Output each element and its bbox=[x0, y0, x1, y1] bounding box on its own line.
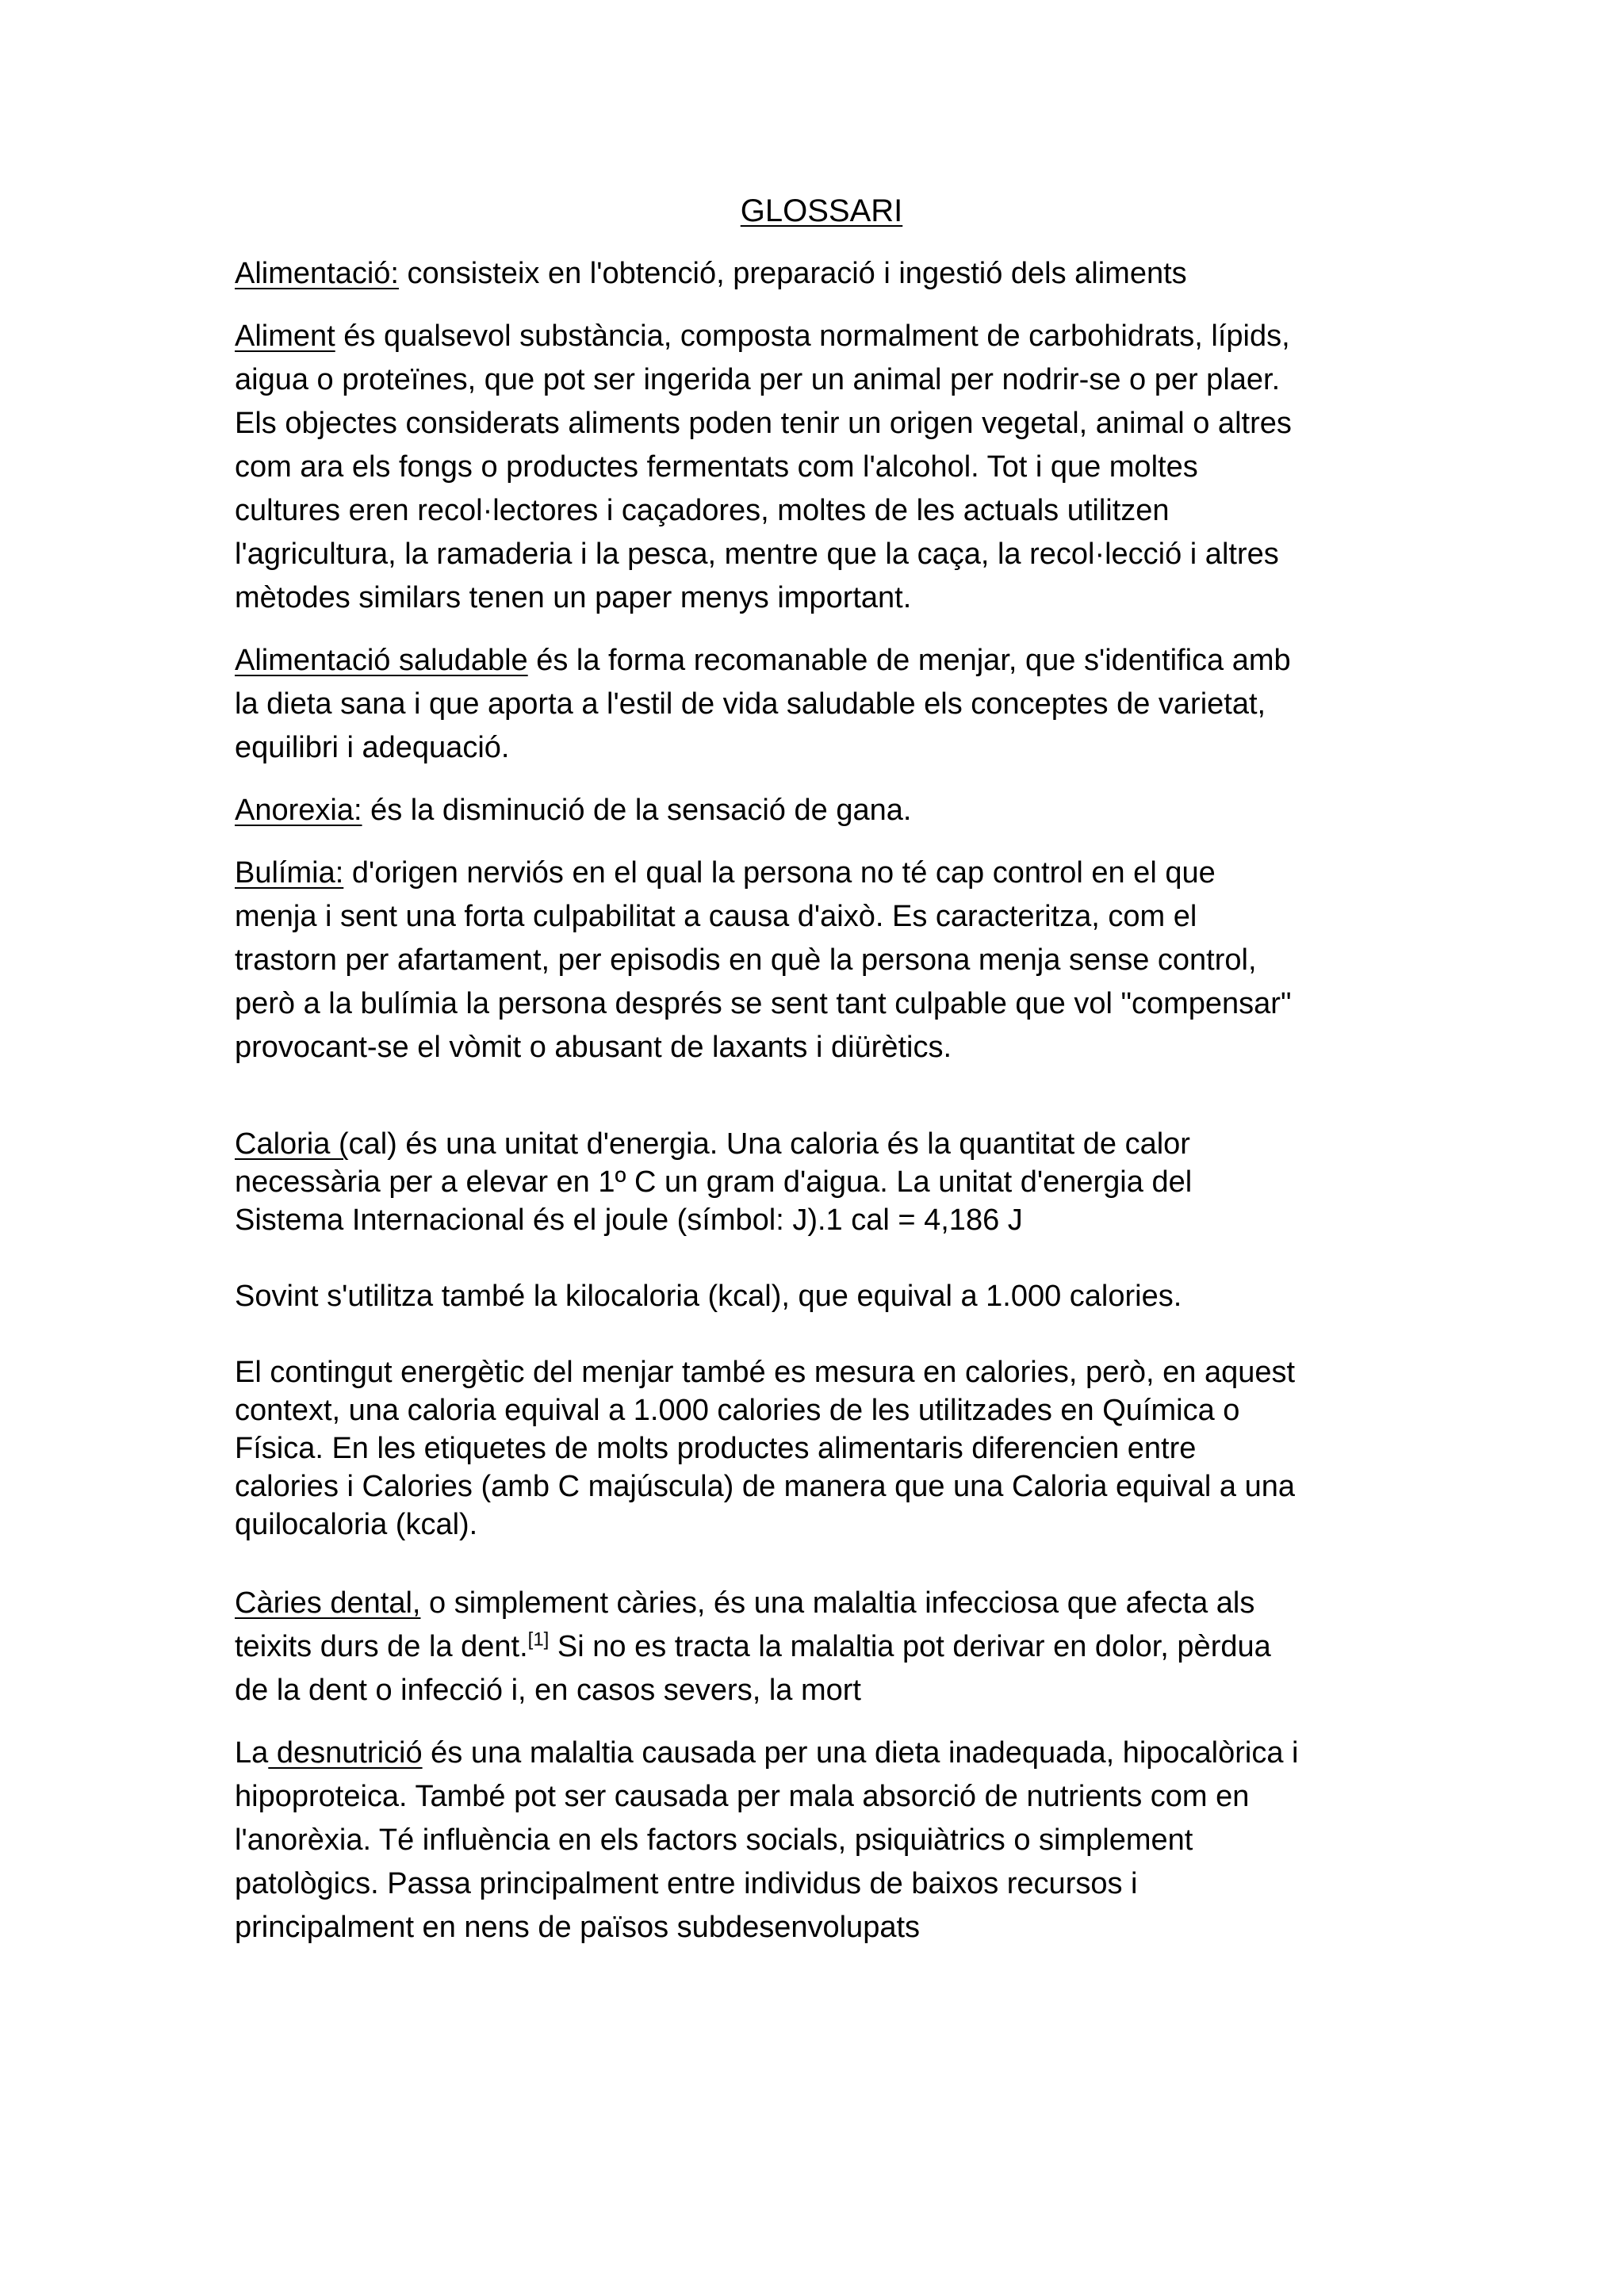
definition-line: aigua o proteïnes, que pot ser ingerida per un animal per nodrir-se o per plaer. bbox=[235, 363, 1281, 396]
glossary-entry-desnutricio bbox=[235, 1732, 1408, 1950]
definition-line: hipoproteica. També pot ser causada per mala absorció de nutrients com en bbox=[235, 1780, 1250, 1813]
glossary-term: Alimentació saludable bbox=[235, 644, 528, 677]
glossary-term: Alimentació: bbox=[235, 257, 399, 290]
glossary-entry-caries-dental bbox=[235, 1582, 1408, 1712]
definition-line: Els objectes considerats aliments poden tenir un origen vegetal, animal o altres bbox=[235, 407, 1292, 440]
glossary-term: Bulímia: bbox=[235, 856, 344, 890]
glossary-term: Anorexia: bbox=[235, 794, 362, 827]
definition-text: és qualsevol substància, composta normalment de carbohidrats, lípids, bbox=[335, 320, 1290, 353]
definition-line: equilibri i adequació. bbox=[235, 731, 510, 764]
footnote-reference[interactable]: [1] bbox=[527, 1628, 550, 1651]
definition-line: cultures eren recol·lectores i caçadores, moltes de les actuals utilitzen bbox=[235, 494, 1170, 527]
glossary-entry-alimentacio-saludable bbox=[235, 639, 1408, 770]
definition-line: necessària per a elevar en 1º C un gram d'aigua. La unitat d'energia del bbox=[235, 1165, 1193, 1199]
glossary-entry-anorexia bbox=[235, 789, 1408, 832]
definition-line: menja i sent una forta culpabilitat a causa d'això. Es caracteritza, com el bbox=[235, 900, 1197, 933]
paragraph-contingut-energetic bbox=[235, 1353, 1408, 1544]
definition-text: és la disminució de la sensació de gana. bbox=[362, 794, 912, 827]
definition-line: Sovint s'utilitza també la kilocaloria (kcal), que equival a 1.000 calories. bbox=[235, 1280, 1182, 1313]
glossary-entry-caloria bbox=[235, 1125, 1408, 1239]
definition-text: o simplement càries, és una malaltia infecciosa que afecta als bbox=[420, 1586, 1255, 1620]
definition-line: però a la bulímia la persona després se sent tant culpable que vol "compensar" bbox=[235, 987, 1292, 1020]
definition-line: l'agricultura, la ramaderia i la pesca, mentre que la caça, la recol·lecció i altres bbox=[235, 538, 1279, 571]
paragraph-kilocaloria bbox=[235, 1277, 1408, 1315]
definition-line: la dieta sana i que aporta a l'estil de vida saludable els conceptes de varietat, bbox=[235, 687, 1266, 721]
definition-line: Sistema Internacional és el joule (símbol: J).1 cal = 4,186 J bbox=[235, 1203, 1023, 1237]
definition-text: d'origen nerviós en el qual la persona no té cap control en el que bbox=[343, 856, 1216, 890]
page-title: GLOSSARI bbox=[740, 193, 903, 228]
definition-line: calories i Calories (amb C majúscula) de manera que una Caloria equival a una bbox=[235, 1470, 1296, 1503]
definition-text: teixits durs de la dent. bbox=[235, 1630, 528, 1663]
glossary-term: desnutrició bbox=[268, 1736, 423, 1770]
glossary-term: Càries dental, bbox=[235, 1586, 421, 1620]
definition-text: és una malaltia causada per una dieta inadequada, hipocalòrica i bbox=[422, 1736, 1299, 1770]
glossary-entry-alimentacio bbox=[235, 252, 1408, 296]
definition-line: trastorn per afartament, per episodis en què la persona menja sense control, bbox=[235, 943, 1257, 977]
definition-line: de la dent o infecció i, en casos severs, la mort bbox=[235, 1674, 861, 1707]
definition-line: com ara els fongs o productes fermentats com l'alcohol. Tot i que moltes bbox=[235, 450, 1198, 484]
definition-line: provocant-se el vòmit o abusant de laxants i diürètics. bbox=[235, 1031, 952, 1064]
definition-line: l'anorèxia. Té influència en els factors socials, psiquiàtrics o simplement bbox=[235, 1823, 1193, 1857]
definition-line: quilocaloria (kcal). bbox=[235, 1508, 478, 1541]
definition-line: principalment en nens de països subdesenvolupats bbox=[235, 1911, 921, 1944]
definition-line: patològics. Passa principalment entre individus de baixos recursos i bbox=[235, 1867, 1138, 1900]
definition-line: context, una caloria equival a 1.000 calories de les utilitzades en Química o bbox=[235, 1394, 1240, 1427]
glossary-term: Caloria ( bbox=[235, 1127, 349, 1161]
definition-text: Si no es tracta la malaltia pot derivar en dolor, pèrdua bbox=[549, 1630, 1271, 1663]
definition-text: és la forma recomanable de menjar, que s'identifica amb bbox=[527, 644, 1291, 677]
definition-text: cal) és una unitat d'energia. Una caloria és la quantitat de calor bbox=[348, 1127, 1190, 1161]
glossary-term: Aliment bbox=[235, 320, 335, 353]
glossary-entry-aliment bbox=[235, 315, 1408, 620]
definition-line: mètodes similars tenen un paper menys important. bbox=[235, 581, 912, 614]
definition-prefix: La bbox=[235, 1736, 269, 1770]
definition-text: consisteix en l'obtenció, preparació i ingestió dels aliments bbox=[398, 257, 1187, 290]
glossary-entry-bulimia bbox=[235, 851, 1408, 1070]
definition-line: Física. En les etiquetes de molts productes alimentaris diferencien entre bbox=[235, 1432, 1197, 1465]
glossary-content bbox=[235, 189, 1408, 1950]
definition-line: El contingut energètic del menjar també es mesura en calories, però, en aquest bbox=[235, 1356, 1296, 1389]
